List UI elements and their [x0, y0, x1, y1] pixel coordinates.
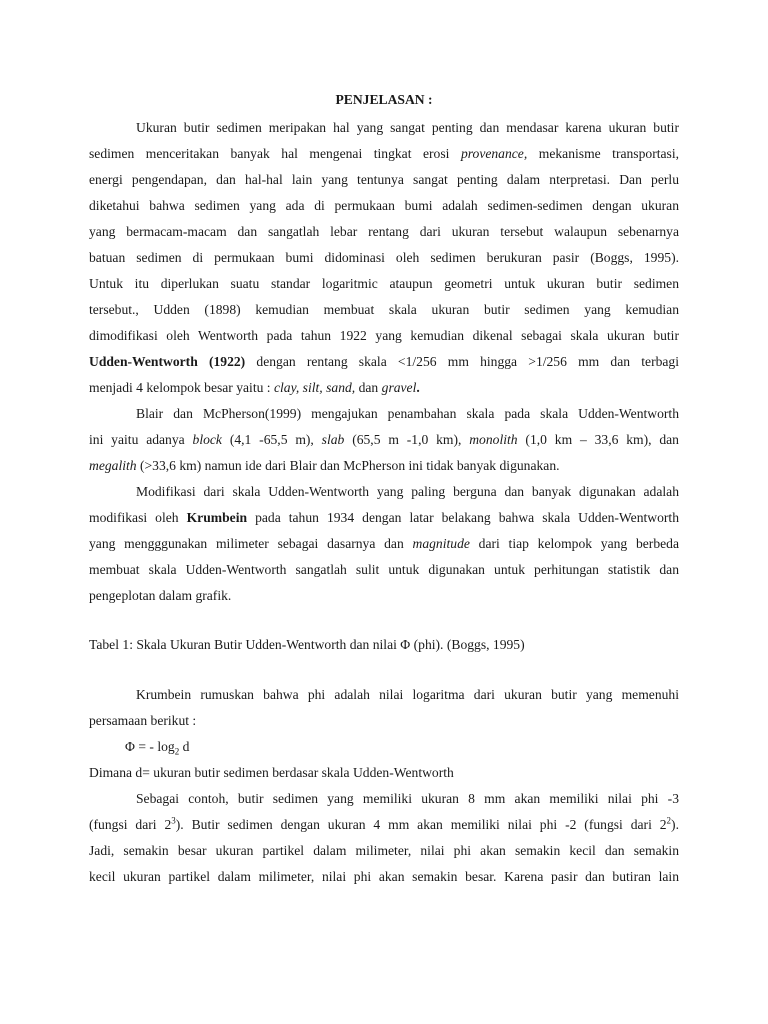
text-run: tersebut., Udden (1898) kemudian membuat skala ukuran butir sedimen yang kemudian: [89, 302, 679, 317]
text-line: [89, 561, 679, 587]
page-heading: PENJELASAN :: [335, 92, 433, 107]
text-run: dari tiap kelompok yang berbeda: [478, 536, 679, 551]
text-line: [89, 686, 679, 712]
superscript: 2: [666, 815, 672, 826]
paragraph-phi-definition: [89, 686, 679, 894]
text-run: Untuk itu diperlukan suatu standar logaritmic ataupun geometri untuk ukuran butir sedimen: [89, 276, 679, 291]
text-line: [89, 301, 679, 327]
text-run: energi pengendapan, dan hal-hal lain yang tentunya sangat penting dalam nterpretasi. Dan perlu: [89, 172, 679, 187]
text-line: [89, 353, 679, 379]
italic-term: megalith: [89, 458, 137, 473]
text-line: [89, 431, 679, 457]
text-run: (65,5 m -1,0 km),: [352, 432, 462, 447]
italic-term: provenance,: [460, 146, 528, 161]
text-line: [89, 223, 679, 249]
text-run: sedimen menceritakan banyak hal mengenai tingkat erosi: [89, 146, 450, 161]
paragraph-grain-size-intro: [89, 119, 679, 405]
text-run: modifikasi oleh: [89, 510, 179, 525]
italic-term: block: [192, 432, 222, 447]
text-run: (4,1 -65,5 m),: [229, 432, 314, 447]
text-run: (fungsi dari 2: [89, 817, 172, 832]
text-line: [89, 587, 679, 613]
text-line: [89, 842, 679, 868]
text-run: (1,0 km – 33,6 km), dan: [525, 432, 679, 447]
text-line: [89, 249, 679, 275]
text-run: ). Butir sedimen dengan ukuran 4 mm akan memiliki nilai phi -2 (fungsi dari 2: [175, 817, 667, 832]
superscript: 3: [171, 815, 176, 826]
text-run: Ukuran butir sedimen meripakan hal yang sangat penting dan mendasar karena ukuran butir: [136, 120, 679, 135]
text-run: dengan rentang skala <1/256 mm hingga >1/256 mm dan terbagi: [256, 354, 679, 369]
text-run: persamaan berikut :: [89, 713, 197, 728]
text-run: ini yaitu adanya: [89, 432, 185, 447]
text-run: batuan sedimen di permukaan bumi didominasi oleh sedimen berukuran pasir (Boggs, 1995).: [89, 250, 679, 265]
phi-formula: [89, 738, 679, 764]
text-line: [89, 119, 679, 145]
italic-term: gravel: [381, 380, 417, 395]
text-run: mekanisme transportasi,: [538, 146, 679, 161]
text-run: Modifikasi dari skala Udden-Wentworth yang paling berguna dan banyak digunakan adalah: [136, 484, 679, 499]
italic-term: clay, silt, sand,: [274, 380, 356, 395]
text-line: [89, 764, 679, 790]
text-line: [89, 405, 679, 431]
paragraph-krumbein-modification: [89, 483, 679, 613]
text-line: [89, 457, 679, 483]
text-run: membuat skala Udden-Wentworth sangatlah sulit untuk digunakan untuk perhitungan statistik dan: [89, 562, 679, 577]
text-run: dimodifikasi oleh Wentworth pada tahun 1922 yang kemudian dikenal sebagai skala ukuran butir: [89, 328, 679, 343]
text-line: [89, 275, 679, 301]
italic-term: slab: [321, 432, 345, 447]
text-run: Dimana d= ukuran butir sedimen berdasar skala Udden-Wentworth: [89, 765, 454, 780]
bold-term: Krumbein: [186, 510, 248, 525]
text-line: [89, 535, 679, 561]
text-run: Jadi, semakin besar ukuran partikel dalam milimeter, nilai phi akan semakin kecil dan semakin: [89, 843, 679, 858]
text-line: [89, 509, 679, 535]
text-line: [89, 816, 679, 842]
text-line: [89, 712, 679, 738]
text-run: ).: [671, 817, 679, 832]
text-line: [89, 327, 679, 353]
text-line: [89, 483, 679, 509]
text-line: [89, 868, 679, 894]
text-line: [89, 171, 679, 197]
text-run: Krumbein rumuskan bahwa phi adalah nilai logaritma dari ukuran butir yang memenuhi: [136, 687, 679, 702]
formula-lhs: Φ = - log: [125, 739, 175, 754]
bold-term: Udden-Wentworth (1922): [89, 354, 246, 369]
italic-term: monolith: [469, 432, 518, 447]
formula-subscript: 2: [174, 746, 180, 757]
text-line: [89, 197, 679, 223]
formula-rhs: d: [179, 739, 190, 754]
text-run: yang bermacam-macam dan sangatlah lebar rentang dari ukuran tersebut walaupun sebenarnya: [89, 224, 679, 239]
paragraph-blair-mcpherson: [89, 405, 679, 483]
text-run: Blair dan McPherson(1999) mengajukan penambahan skala pada skala Udden-Wentworth: [136, 406, 679, 421]
bold-period: .: [416, 380, 420, 395]
text-run: pengeplotan dalam grafik.: [89, 588, 232, 603]
text-line: [89, 790, 679, 816]
text-line: [89, 379, 679, 405]
text-run: dan: [358, 380, 379, 395]
text-run: kecil ukuran partikel dalam milimeter, nilai phi akan semakin besar. Karena pasir dan butiran lain: [89, 869, 679, 884]
text-run: menjadi 4 kelompok besar yaitu :: [89, 380, 271, 395]
text-run: diketahui bahwa sedimen yang ada di permukaan bumi adalah sedimen-sedimen dengan ukuran: [89, 198, 679, 213]
text-run: pada tahun 1934 dengan latar belakang bahwa skala Udden-Wentworth: [255, 510, 679, 525]
text-run: yang mengggunakan milimeter sebagai dasarnya dan: [89, 536, 404, 551]
text-run: Sebagai contoh, butir sedimen yang memiliki ukuran 8 mm akan memiliki nilai phi -3: [136, 791, 679, 806]
text-run: (>33,6 km) namun ide dari Blair dan McPherson ini tidak banyak digunakan.: [139, 458, 560, 473]
table-caption: Tabel 1: Skala Ukuran Butir Udden-Wentworth dan nilai Φ (phi). (Boggs, 1995): [89, 637, 525, 652]
italic-term: magnitude: [412, 536, 470, 551]
text-line: [89, 145, 679, 171]
